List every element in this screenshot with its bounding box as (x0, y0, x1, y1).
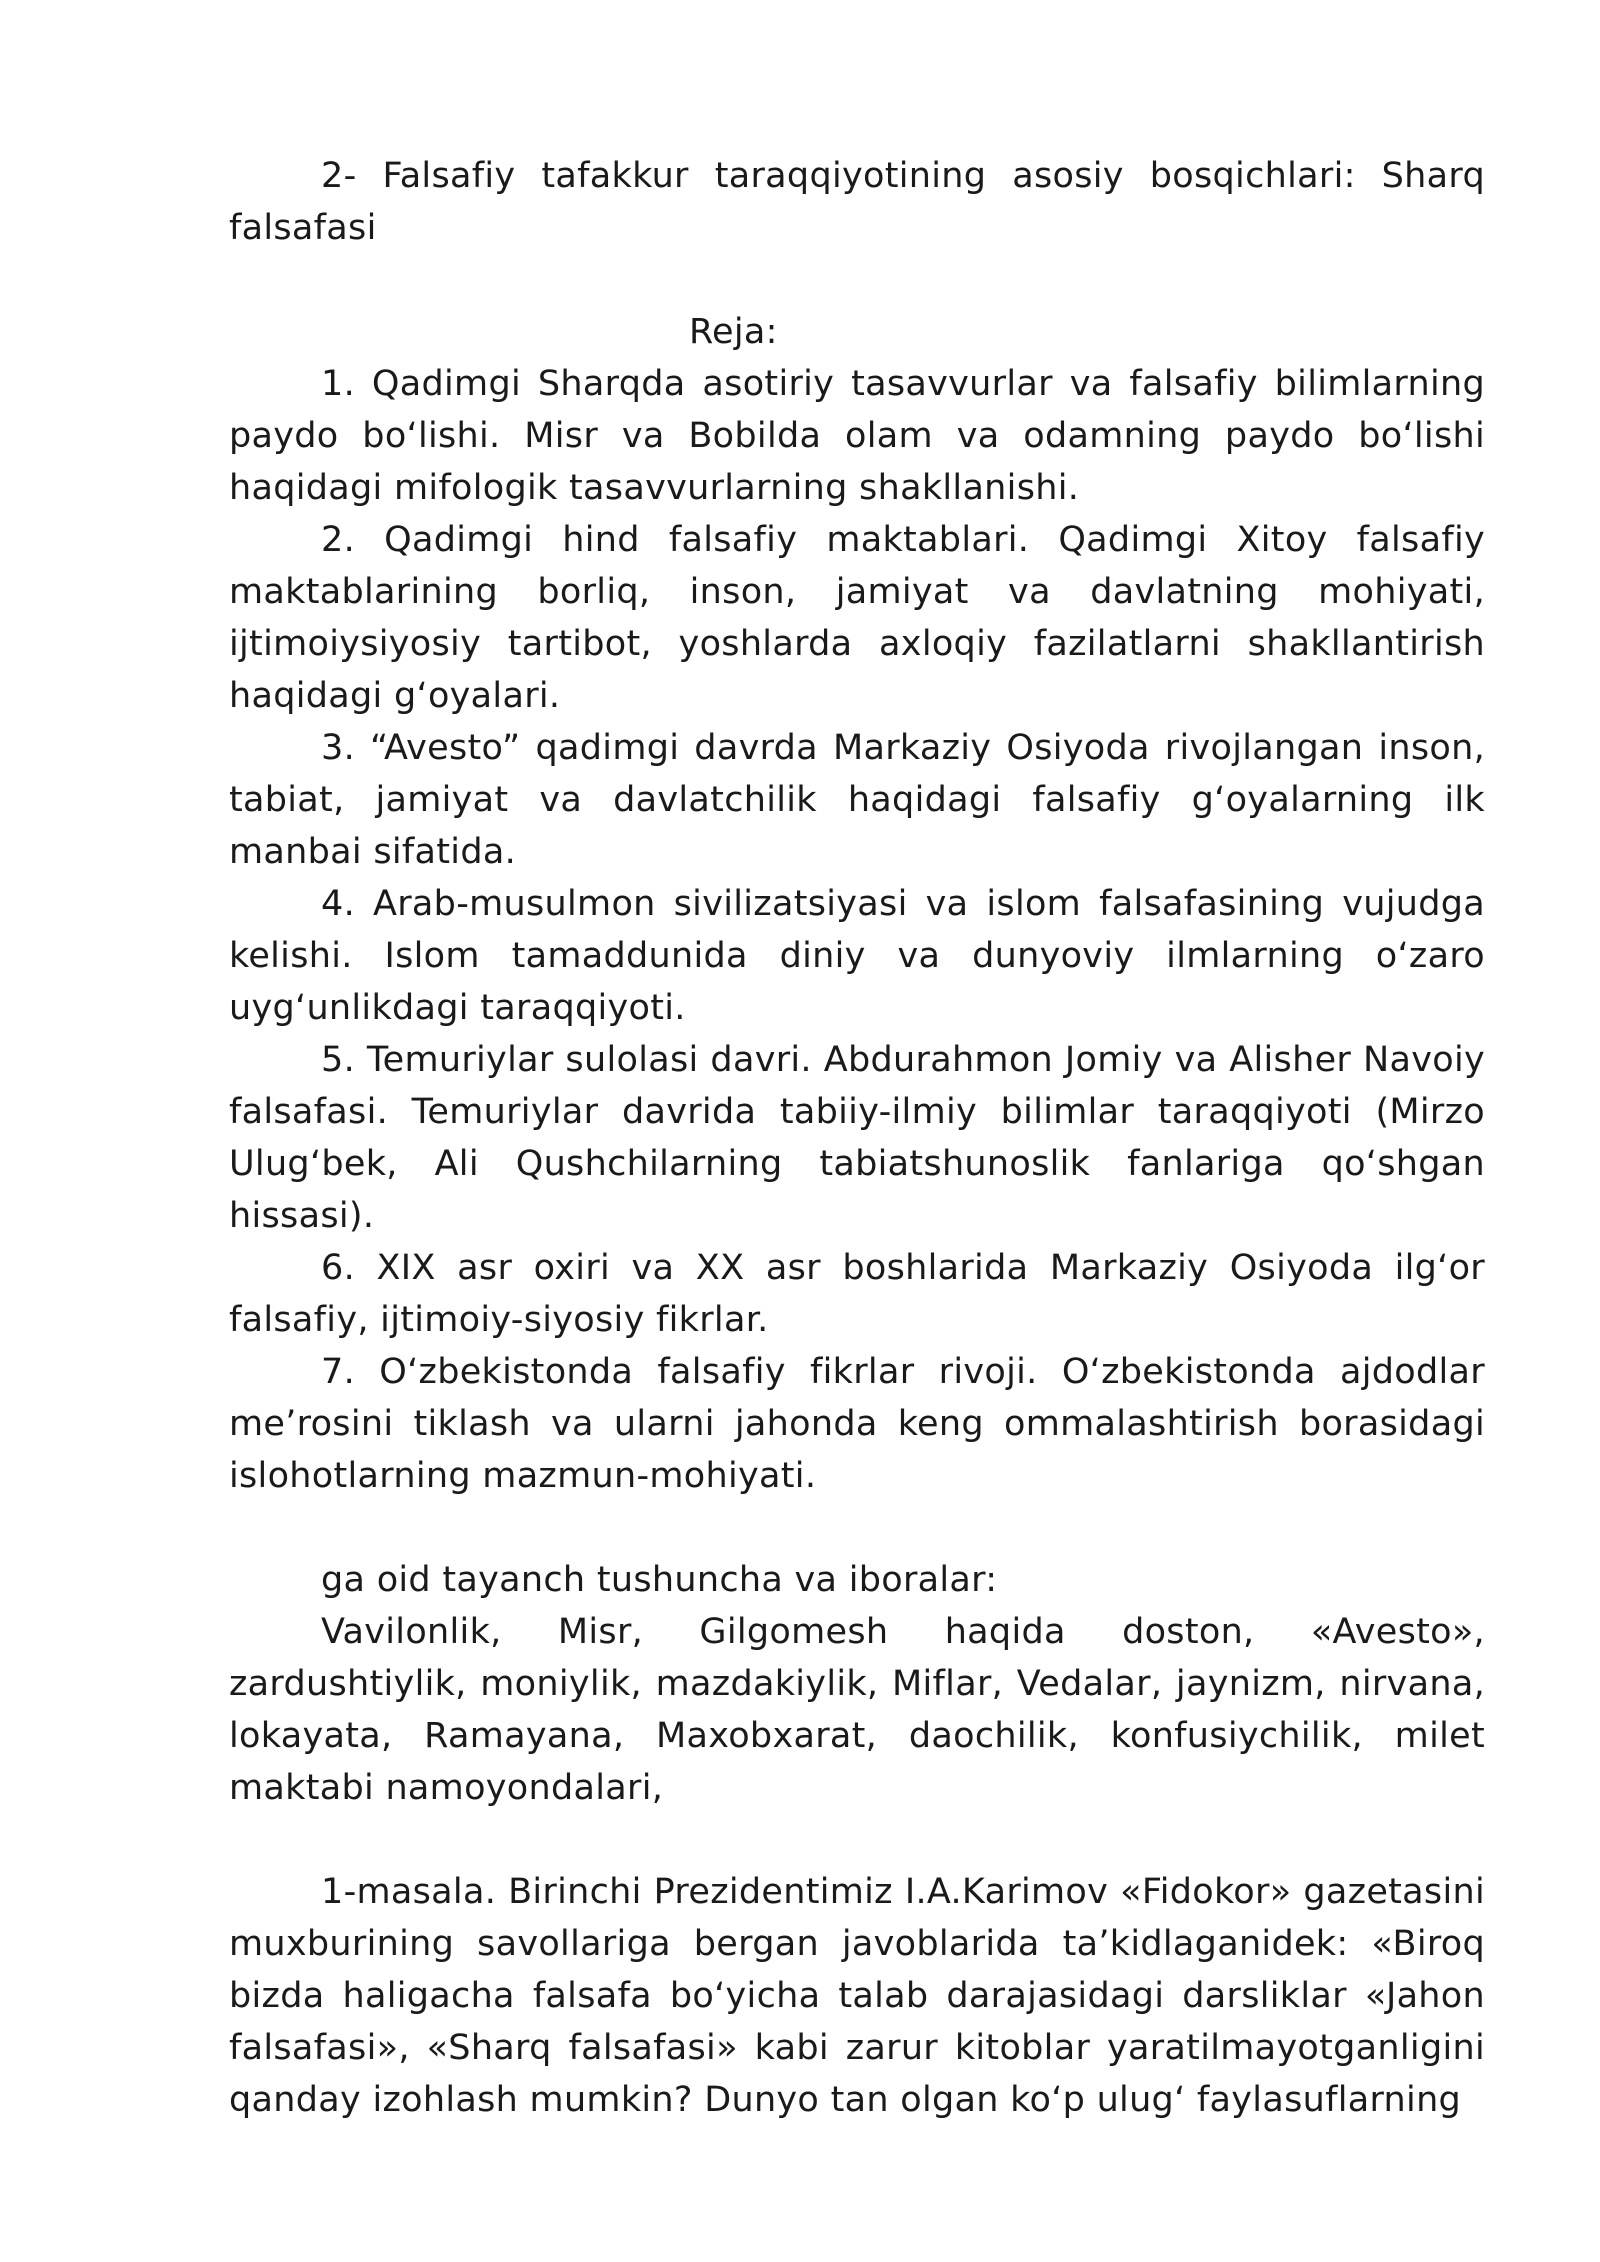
spacer (229, 1502, 1485, 1554)
plan-item-4: 4. Arab-musulmon sivilizatsiyasi va islom falsafasining vujudga kelishi. Islom tamaddunida diniy va dunyoviy ilmlarning o‘zaro uyg‘unlikdagi taraqqiyoti. (229, 884, 1485, 1028)
plan-item-6: 6. XIX asr oxiri va XX asr boshlarida Markaziy Osiyoda ilg‘or falsafiy, ijtimoiy-siyosiy fikrlar. (229, 1248, 1485, 1340)
plan-item-7: 7. O‘zbekistonda falsafiy fikrlar rivoji. O‘zbekistonda ajdodlar me’rosini tiklash va ularni jahonda keng ommalashtirish borasidagi islohotlarning mazmun-mohiyati. (229, 1352, 1485, 1496)
spacer (229, 1814, 1485, 1866)
document-heading: 2- Falsafiy tafakkur taraqqiyotining asosiy bosqichlari: Sharq falsafasi (229, 156, 1485, 248)
plan-item-3: 3. “Avesto” qadimgi davrda Markaziy Osiyoda rivojlangan inson, tabiat, jamiyat va davlatchilik haqidagi falsafiy g‘oyalarning ilk manbai sifatida. (229, 728, 1485, 872)
spacer (229, 254, 1485, 306)
task-paragraph: 1-masala. Birinchi Prezidentimiz I.A.Karimov «Fidokor» gazetasini muxburining savollariga bergan javoblarida ta’kidlaganidek: «Biroq bizda haligacha falsafa bo‘yicha talab darajasidagi darsliklar «Jahon falsafasi», «Sharq falsafasi» kabi zarur kitoblar yaratilmayotganligini qanday izohlash mumkin? Dunyo tan olgan ko‘p ulug‘ faylasuflarning (229, 1872, 1485, 2120)
plan-item-2: 2. Qadimgi hind falsafiy maktablari. Qadimgi Xitoy falsafiy maktablarining borliq, inson, jamiyat va davlatning mohiyati, ijtimoiysiyosiy tartibot, yoshlarda axloqiy fazilatlarni shakllantirish haqidagi g‘oyalari. (229, 520, 1485, 716)
concepts-title: ga oid tayanch tushuncha va iboralar: (321, 1560, 998, 1600)
plan-item-1: 1. Qadimgi Sharqda asotiriy tasavvurlar va falsafiy bilimlarning paydo bo‘lishi. Misr va Bobilda olam va odamning paydo bo‘lishi haqidagi mifologik tasavvurlarning shakllanishi. (229, 364, 1485, 508)
concepts-text: Vavilonlik, Misr, Gilgomesh haqida doston, «Avesto», zardushtiylik, moniylik, mazdakiylik, Miflar, Vedalar, jaynizm, nirvana, lokayata, Ramayana, Maxobxarat, daochilik, konfusiychilik, milet maktabi namoyondalari, (229, 1612, 1485, 1808)
plan-title: Reja: (689, 312, 778, 352)
document-page (229, 150, 1485, 2126)
plan-item-5: 5. Temuriylar sulolasi davri. Abdurahmon Jomiy va Alisher Navoiy falsafasi. Temuriylar davrida tabiiy-ilmiy bilimlar taraqqiyoti (Mirzo Ulug‘bek, Ali Qushchilarning tabiatshunoslik fanlariga qo‘shgan hissasi). (229, 1040, 1485, 1236)
